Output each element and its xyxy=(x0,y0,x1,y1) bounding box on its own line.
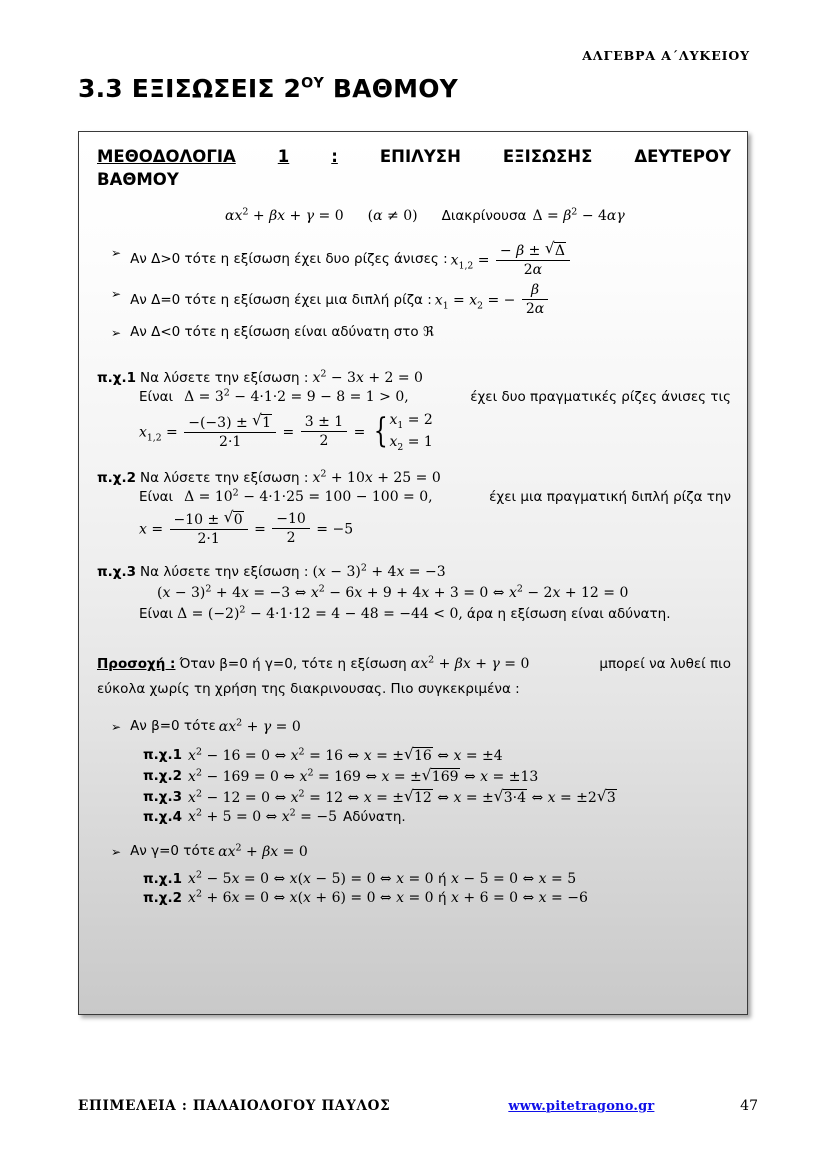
bullet-arrow-icon: ➢ xyxy=(111,844,122,859)
example-1-discriminant-line xyxy=(139,389,731,405)
page-title-tail: ΒΑΘΜΟΥ xyxy=(323,74,458,103)
bullet-arrow-icon: ➢ xyxy=(111,719,122,734)
bullet-delta-zero-formula: $x_1 = x_2$ = − $\frac{\beta}{2\alpha}$ xyxy=(435,283,550,318)
example-3-body xyxy=(97,585,731,622)
case-beta-example-1 xyxy=(97,746,731,764)
bullet-delta-zero-text: Αν Δ=0 τότε η εξίσωση έχει μια διπλή ρίζα : xyxy=(130,291,432,308)
methodology-heading xyxy=(97,146,731,192)
example-2-label: π.χ.2 xyxy=(97,470,137,487)
bullet-delta-negative-text: Αν Δ<0 τότε η εξίσωση είναι αδύνατη στο ℜ xyxy=(130,323,434,340)
page-title-main: 3.3 ΕΞΙΣΩΣΕΙΣ 2 xyxy=(78,74,302,103)
general-equation: $\alpha x^2 + \beta x + \gamma = 0$ xyxy=(225,205,344,224)
bullet-delta-positive xyxy=(97,242,731,279)
bullet-arrow-icon: ➢ xyxy=(111,286,122,301)
note-block xyxy=(97,652,731,701)
example-1-label: π.χ.1 xyxy=(97,369,137,386)
footer-editor: ΕΠΙΜΕΛΕΙΑ : ΠΑΛΑΙΟΛΟΓΟΥ ΠΑΥΛΟΣ xyxy=(78,1098,391,1114)
example-2-einai-label: Είναι xyxy=(139,489,174,506)
case-beta-example-3-label: π.χ.3 xyxy=(143,788,183,805)
case-beta-example-4-label: π.χ.4 xyxy=(143,808,183,825)
page-title-superscript: ΟΥ xyxy=(301,75,324,92)
note-line1-tail: μπορεί να λυθεί πιο xyxy=(599,655,731,672)
case-beta-example-2 xyxy=(97,767,731,785)
example-3-equation: $(x - 3)^2 + 4x = -3$ xyxy=(312,562,446,581)
case-gamma-example-2 xyxy=(97,887,731,906)
case-gamma-zero-formula: $\alpha x^2 + \beta x = 0$ xyxy=(218,841,308,860)
case-beta-example-2-label: π.χ.2 xyxy=(143,767,183,784)
example-1-conclusion: έχει δυο πραγματικές ρίζες άνισες τις xyxy=(470,388,731,405)
methodology-box xyxy=(78,131,748,1015)
case-beta-example-4-tail: Αδύνατη. xyxy=(342,808,406,825)
example-3-conclusion: άρα η εξίσωση είναι αδύνατη. xyxy=(466,606,671,623)
example-1-equation: $x^2 - 3x + 2 = 0$ xyxy=(312,368,423,386)
bullet-delta-positive-formula: $x_{1,2}$ = $\frac{- \beta \pm √ \Delta}{2\alpha}$ xyxy=(451,242,572,279)
case-beta-zero-text: Αν β=0 τότε xyxy=(130,717,216,734)
example-1-einai-label: Είναι xyxy=(139,388,174,405)
case-beta-example-1-body: $x^2 - 16 = 0$ ⇔ $x^2 = 16$ ⇔ x = ± √ 16 ⇔ x = ±4 xyxy=(188,746,503,764)
methodology-colon: : xyxy=(331,147,338,166)
note-line2: εύκολα χωρίς τη χρήση της διακρινουσας. Πιο συγκεκριμένα : xyxy=(97,680,520,697)
case-beta-example-1-label: π.χ.1 xyxy=(143,746,183,763)
page-footer xyxy=(78,1098,768,1114)
methodology-word-epilysi: ΕΠΙΛΥΣΗ xyxy=(379,147,461,166)
methodology-number: 1 xyxy=(277,147,290,166)
example-2-conclusion: έχει μια πραγματική διπλή ρίζα την xyxy=(489,489,731,506)
bullet-delta-negative xyxy=(97,322,731,348)
example-1-solution-line xyxy=(139,411,731,454)
case-beta-example-2-body: $x^2 - 169 = 0$ ⇔ $x^2 = 169$ ⇔ x = ± √ 169 ⇔ x = ±13 xyxy=(188,767,538,785)
example-1-root1: $x_1 = 2$ xyxy=(389,411,433,431)
example-3-einai-label: Είναι xyxy=(139,606,174,623)
case-gamma-example-1 xyxy=(97,868,731,887)
case-beta-example-3-body: $x^2 - 12 = 0$ ⇔ $x^2 = 12$ ⇔ x = ± √ 12 ⇔ x = ± √ 3·4 ⇔ x = ±2 √ 3 xyxy=(188,788,617,806)
note-general-equation: $\alpha x^2 + \beta x + \gamma = 0$ xyxy=(410,654,530,673)
example-1-head xyxy=(97,370,731,386)
case-beta-example-3 xyxy=(97,788,731,806)
methodology-word-exisosis: ΕΞΙΣΩΣΗΣ xyxy=(502,147,593,166)
case-gamma-zero xyxy=(97,841,731,867)
note-title: Προσοχή : xyxy=(97,655,176,672)
example-2-equation: $x^2 + 10x + 25 = 0$ xyxy=(312,468,441,487)
case-gamma-example-1-body: $x^2 - 5x = 0$ ⇔ x(x − 5) = 0 ⇔ x = 0 ή x − 5 = 0 ⇔ x = 5 xyxy=(188,868,577,887)
bullet-delta-zero xyxy=(97,283,731,318)
example-2-solution: x = $\frac{-10 \pm √ 0}{2\cdot 1}$ = $\frac{-10}{2}$ = −5 xyxy=(139,511,353,548)
methodology-word-defterou: ΔΕΥΤΕΡΟΥ xyxy=(634,147,731,166)
case-beta-zero-formula: $\alpha x^2 + \gamma = 0$ xyxy=(218,716,301,735)
methodology-heading-line1 xyxy=(97,146,731,169)
case-gamma-zero-text: Αν γ=0 τότε xyxy=(130,842,216,859)
footer-page-number: 47 xyxy=(740,1098,758,1114)
case-beta-example-4 xyxy=(97,806,731,825)
case-gamma-example-1-label: π.χ.1 xyxy=(143,870,183,887)
page-title xyxy=(78,74,458,103)
course-label: ΑΛΓΕΒΡΑ Α΄ΛΥΚΕΙΟΥ xyxy=(582,48,750,63)
example-3 xyxy=(97,564,731,622)
note-line1 xyxy=(97,652,731,677)
example-3-discriminant: $\Delta = (-2)^2 - 4\cdot 1\cdot 12 = 4 - 48 = -44 < 0$, xyxy=(177,604,463,623)
case-beta-example-4-body: $x^2 + 5 = 0$ ⇔ $x^2 = -5$ xyxy=(188,806,337,825)
example-2-head xyxy=(97,470,731,486)
general-equation-row xyxy=(97,205,731,224)
example-1-prompt: Να λύσετε την εξίσωση : xyxy=(140,369,309,386)
case-beta-zero xyxy=(97,716,731,742)
example-1-root2: $x_2 = 1$ xyxy=(389,433,433,453)
example-3-prompt: Να λύσετε την εξίσωση : xyxy=(140,564,309,581)
example-2 xyxy=(97,470,731,548)
example-3-chain-line xyxy=(139,585,731,601)
note-line1-text: Όταν β=0 ή γ=0, τότε η εξίσωση xyxy=(179,655,407,672)
example-2-body xyxy=(97,489,731,548)
discriminant-formula: $\Delta = \beta^2 - 4\alpha\gamma$ xyxy=(532,205,625,224)
bullet-arrow-icon: ➢ xyxy=(111,325,122,340)
example-3-discriminant-line xyxy=(139,606,731,622)
footer-website-link[interactable]: www.pitetragono.gr xyxy=(508,1099,655,1114)
methodology-heading-line2: ΒΑΘΜΟΥ xyxy=(97,169,179,189)
bullet-delta-positive-text: Αν Δ>0 τότε η εξίσωση έχει δυο ρίζες άνισες : xyxy=(130,251,448,268)
example-2-solution-line xyxy=(139,511,731,548)
case-gamma-example-2-body: $x^2 + 6x = 0$ ⇔ x(x + 6) = 0 ⇔ x = 0 ή x + 6 = 0 ⇔ x = −6 xyxy=(188,887,588,906)
discriminant-label: Διακρίνουσα xyxy=(441,207,527,224)
example-1-body xyxy=(97,389,731,454)
example-2-discriminant-line xyxy=(139,489,731,505)
example-1-solution: $x_{1,2}$ = $\frac{-(-3) \pm √ 1}{2\cdot 1}$ = $\frac{3 \pm 1}{2}$ = { $x_1 = 2$ $x_2 = 1$ xyxy=(139,411,433,454)
example-3-chain: $(x - 3)^2 + 4x = -3$ ⇔ $x^2 - 6x + 9 + 4x + 3 = 0$ ⇔ $x^2 - 2x + 12 = 0$ xyxy=(157,583,629,602)
example-2-discriminant: $\Delta = 10^2 - 4\cdot 1\cdot 25 = 100 - 100 = 0$, xyxy=(184,487,433,506)
case-gamma-example-2-label: π.χ.2 xyxy=(143,889,183,906)
example-2-prompt: Να λύσετε την εξίσωση : xyxy=(140,470,309,487)
methodology-label: ΜΕΘΟΔΟΛΟΓΙΑ xyxy=(97,147,236,166)
example-3-label: π.χ.3 xyxy=(97,564,137,581)
example-1-discriminant: $\Delta = 3^2 - 4\cdot 1\cdot 2 = 9 - 8 = 1 > 0$, xyxy=(184,387,409,405)
bullet-arrow-icon: ➢ xyxy=(111,245,122,260)
example-3-head xyxy=(97,564,731,580)
alpha-condition: (α ≠ 0) xyxy=(367,207,418,224)
example-1 xyxy=(97,370,731,454)
